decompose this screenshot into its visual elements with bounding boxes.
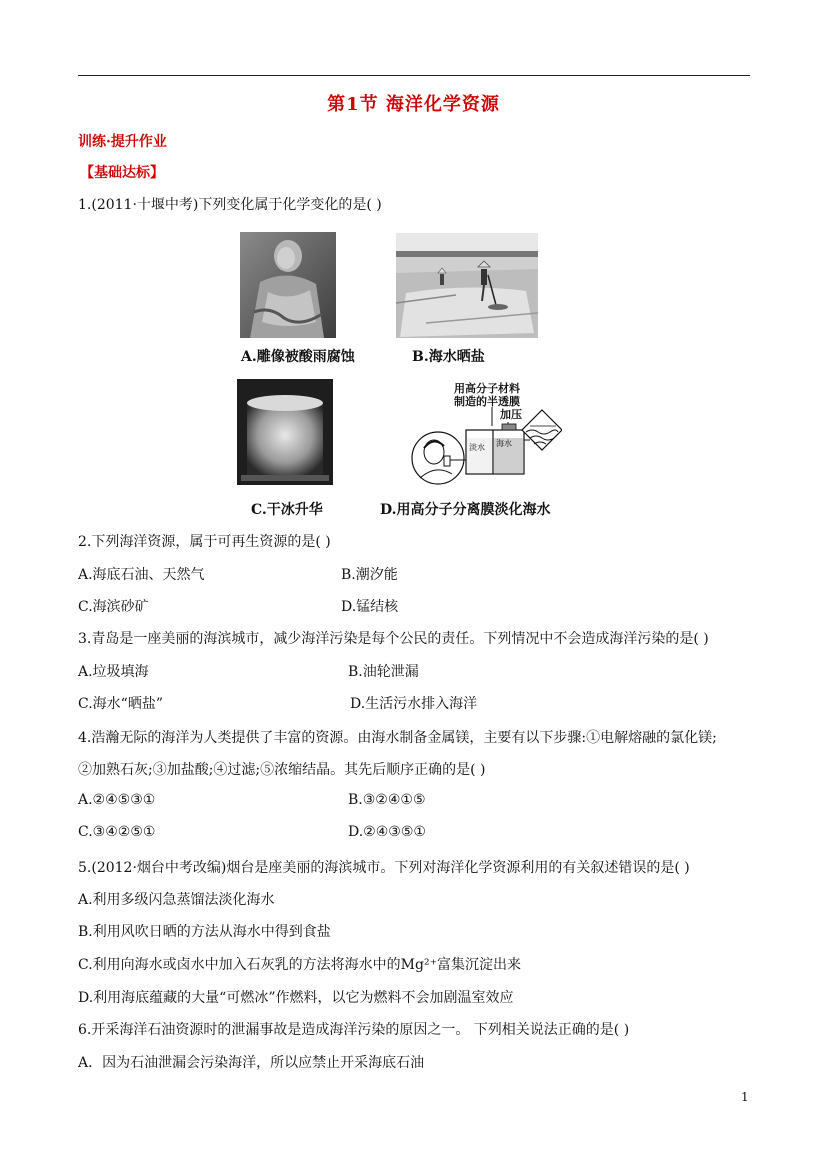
sea-water-label: 海水	[496, 439, 512, 448]
section-label: 训练·提升作业	[78, 134, 167, 150]
subsection-label: 【基础达标】	[80, 165, 164, 181]
question-4-stem: 4.浩瀚无际的海洋为人类提供了丰富的资源。由海水制备金属镁，主要有以下步骤:①电解熔融的氯化镁;	[78, 730, 717, 746]
question-2-stem: 2.下列海洋资源，属于可再生资源的是( )	[78, 534, 331, 550]
q2-option-a: A.海底石油、天然气	[78, 567, 205, 583]
question-3-stem: 3.青岛是一座美丽的海滨城市，减少海洋污染是每个公民的责任。下列情况中不会造成海洋污染的是( )	[78, 631, 709, 647]
q4-option-c: C.③④②⑤①	[78, 824, 156, 840]
q5-option-d: D.利用海底蕴藏的大量“可燃冰”作燃料，以它为燃料不会加剧温室效应	[78, 990, 514, 1006]
q5-option-c: C.利用向海水或卤水中加入石灰乳的方法将海水中的Mg²⁺富集沉淀出来	[78, 957, 521, 973]
question-5-stem: 5.(2012·烟台中考改编)烟台是座美丽的海滨城市。下列对海洋化学资源利用的有关叙述错误的是( )	[78, 860, 690, 876]
q3-option-a: A.垃圾填海	[78, 664, 149, 680]
q4-option-a: A.②④⑤③①	[78, 792, 156, 808]
q4-option-d: D.②④③⑤①	[348, 824, 426, 840]
q5-option-b: B.利用风吹日晒的方法从海水中得到食盐	[78, 924, 331, 940]
q3-option-d: D.生活污水排入海洋	[350, 696, 478, 712]
q2-option-c: C.海滨砂矿	[78, 599, 149, 615]
page-title: 第1节 海洋化学资源	[327, 94, 500, 115]
caption-b: B.海水晒盐	[412, 349, 485, 365]
question-1-stem: 1.(2011·十堰中考)下列变化属于化学变化的是( )	[78, 197, 382, 213]
header-rule	[78, 75, 750, 76]
q2-option-d: D.锰结核	[341, 599, 399, 615]
membrane-label-line1: 用高分子材料	[454, 382, 520, 395]
q3-option-c: C.海水“晒盐”	[78, 696, 163, 712]
q4-option-b: B.③②④①⑤	[348, 792, 426, 808]
question-6-stem: 6.开采海洋石油资源时的泄漏事故是造成海洋污染的原因之一。 下列相关说法正确的是( )	[78, 1022, 630, 1038]
membrane-label-line2: 制造的半透膜	[454, 395, 520, 408]
figure-c-dry-ice	[237, 379, 333, 485]
q5-option-a: A.利用多级闪急蒸馏法淡化海水	[78, 892, 275, 908]
q6-option-a: A．因为石油泄漏会污染海洋，所以应禁止开采海底石油	[78, 1055, 425, 1071]
caption-a: A.雕像被酸雨腐蚀	[241, 349, 355, 365]
figure-a-statue	[240, 232, 336, 338]
q3-option-b: B.油轮泄漏	[348, 664, 419, 680]
caption-d: D.用高分子分离膜淡化海水	[380, 502, 551, 518]
page-number: 1	[741, 1090, 749, 1104]
question-4-stem-cont: ②加熟石灰;③加盐酸;④过滤;⑤浓缩结晶。其先后顺序正确的是( )	[78, 762, 486, 778]
pressure-label: 加压	[500, 408, 522, 421]
caption-c: C.干冰升华	[251, 502, 323, 518]
q2-option-b: B.潮汐能	[341, 567, 398, 583]
figure-b-salt-field	[396, 233, 538, 338]
fresh-water-label: 淡水	[469, 443, 485, 452]
figure-d-membrane	[406, 378, 562, 488]
